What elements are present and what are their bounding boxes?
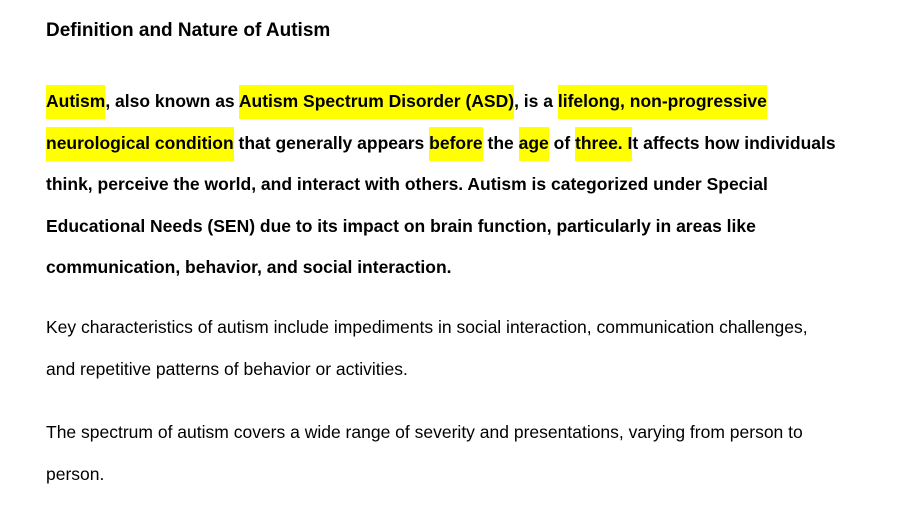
paragraph-text: , is a [514, 91, 558, 111]
highlighted-text: three. I [575, 127, 632, 161]
paragraph-text: of [548, 132, 576, 153]
paragraph-text: , also known as [105, 91, 239, 111]
paragraph-text: the [482, 132, 519, 153]
highlighted-text: age [519, 127, 549, 161]
characteristics-paragraph: Key characteristics of autism include impediments in social interaction, communication challenges, and repetitive patterns of behavior or activities. [46, 317, 808, 379]
definition-paragraph [46, 81, 836, 289]
spectrum-paragraph: The spectrum of autism covers a wide range of severity and presentations, varying from person to person. [46, 422, 803, 484]
highlighted-text: lifelong, non-progressive neurological condition [46, 85, 767, 161]
paragraph-text: t affects how individuals think, perceive the world, and interact with others. Autism is categorized under Special Educational Needs (SEN) due to its impact on brain function, particularly in areas like communication, behavior, and social interaction. [46, 132, 836, 278]
highlighted-text: before [429, 127, 482, 161]
highlighted-text: Autism Spectrum Disorder (ASD) [239, 85, 514, 119]
section-heading: Definition and Nature of Autism [46, 20, 331, 41]
highlighted-text: Autism [46, 85, 105, 119]
paragraph-text: that generally appears [233, 132, 430, 153]
